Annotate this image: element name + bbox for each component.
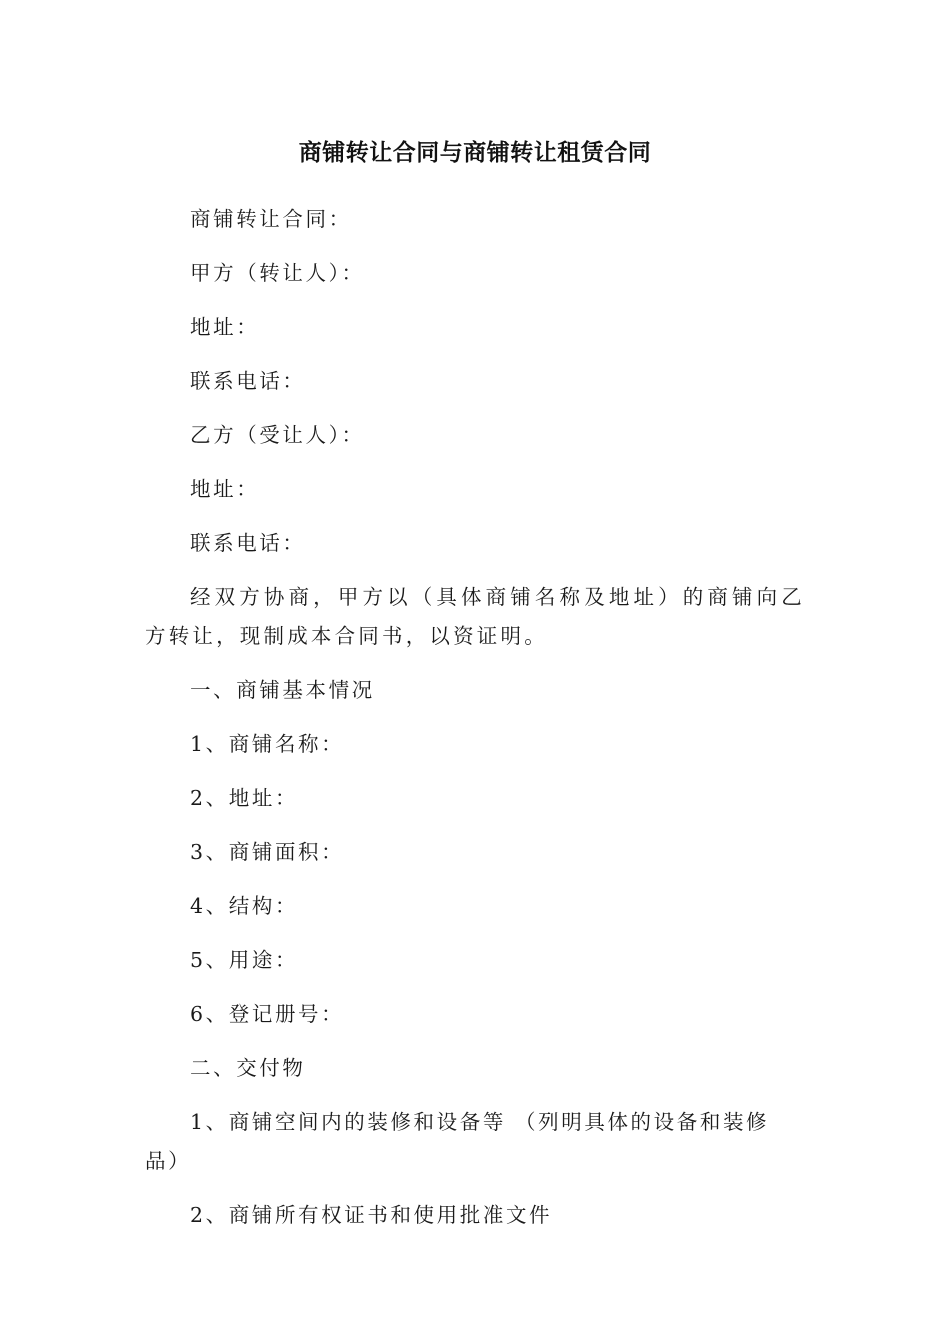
- paragraph-party-b-address: 地址：: [190, 477, 260, 501]
- item-shop-area: 3、商铺面积：: [190, 840, 345, 864]
- paragraph-party-a-phone: 联系电话：: [190, 369, 306, 393]
- item-usage: 5、用途：: [190, 948, 299, 972]
- section-heading-basic-info: 一、商铺基本情况: [190, 678, 375, 702]
- item-registration-number: 6、登记册号：: [190, 1002, 345, 1026]
- item-decoration-equipment: 1、商铺空间内的装修和设备等 （列明具体的设备和装修品）: [145, 1110, 770, 1173]
- item-ownership-documents: 2、商铺所有权证书和使用批准文件: [190, 1203, 553, 1227]
- paragraph-party-a: 甲方（转让人）：: [190, 261, 365, 285]
- paragraph-party-b: 乙方（受让人）：: [190, 423, 365, 447]
- section-heading-deliverables: 二、交付物: [190, 1056, 306, 1080]
- paragraph-party-a-address: 地址：: [190, 315, 260, 339]
- document-body: [145, 200, 805, 1250]
- paragraph-contract-heading: 商铺转让合同：: [190, 207, 352, 231]
- paragraph-preamble: 经双方协商，甲方以（具体商铺名称及地址）的商铺向乙方转让，现制成本合同书，以资证明。: [145, 585, 805, 648]
- document-title: 商铺转让合同与商铺转让租赁合同: [298, 140, 652, 166]
- item-address: 2、地址：: [190, 786, 299, 810]
- item-shop-name: 1、商铺名称：: [190, 732, 345, 756]
- paragraph-party-b-phone: 联系电话：: [190, 531, 306, 555]
- item-structure: 4、结构：: [190, 894, 299, 918]
